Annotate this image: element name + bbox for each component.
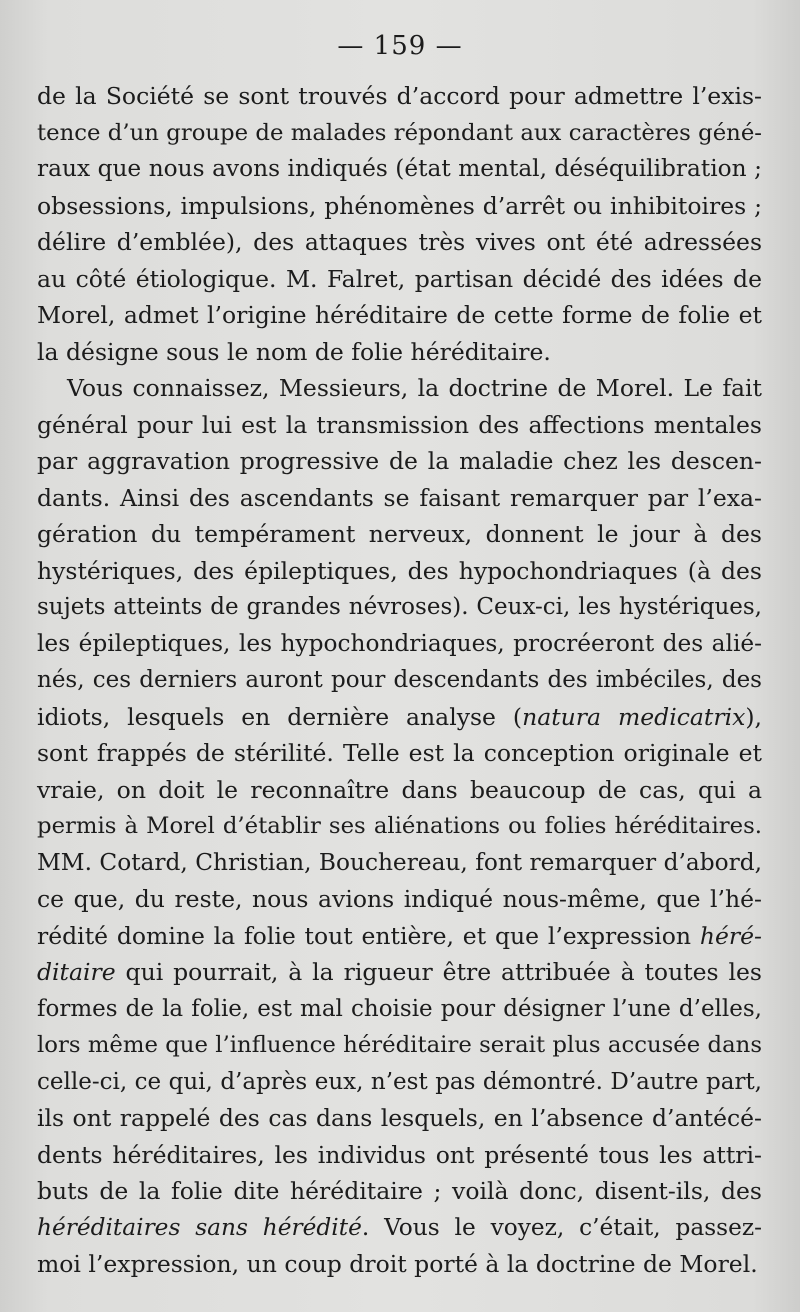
text-line: permis à Morel d’établir ses aliénations ou folies héréditaires. — [37, 813, 762, 839]
text-line: sujets atteints de grandes névroses). Ceux-ci, les hystériques, — [37, 594, 762, 620]
text-line: ce que, du reste, nous avions indiqué nous-même, que l’hé- — [37, 885, 762, 913]
text-line: formes de la folie, est mal choisie pour désigner l’une d’elles, — [37, 995, 762, 1022]
text-line: héréditaires sans hérédité. Vous le voyez, c’était, passez- — [37, 1213, 762, 1241]
text-line: dants. Ainsi des ascendants se faisant remarquer par l’exa- — [37, 483, 762, 512]
text-line: par aggravation progressive de la maladie chez les descen- — [37, 447, 762, 475]
text-line: rédité domine la folie tout entière, et que l’expression héré- — [37, 921, 762, 950]
text-line: Morel, admet l’origine héréditaire de cette forme de folie et — [37, 301, 762, 329]
text-line: moi l’expression, un coup droit porté à la doctrine de Morel. — [37, 1250, 758, 1278]
text-line: vraie, on doit le reconnaître dans beaucoup de cas, qui a — [37, 775, 762, 804]
text-line: la désigne sous le nom de folie héréditaire. — [37, 337, 551, 366]
italic-phrase: héré- — [699, 921, 762, 950]
text-line: MM. Cotard, Christian, Bouchereau, font remarquer d’abord, — [37, 848, 762, 876]
text-line: ditaire qui pourrait, à la rigueur être attribuée à toutes les — [37, 958, 762, 986]
text-line: les épileptiques, les hypochondriaques, procréeront des alié- — [37, 629, 762, 657]
body-text — [37, 78, 762, 1283]
text-line: délire d’emblée), des attaques très vives ont été adressées — [37, 228, 762, 256]
text-line: lors même que l’influence héréditaire serait plus accusée dans — [37, 1032, 762, 1058]
text-line: raux que nous avons indiqués (état mental, déséquilibration ; — [37, 155, 762, 182]
text-line: Vous connaissez, Messieurs, la doctrine de Morel. Le fait — [67, 374, 762, 402]
text-line: obsessions, impulsions, phénomènes d’arrêt ou inhibitoires ; — [37, 191, 762, 220]
text-line: au côté étiologique. M. Falret, partisan décidé des idées de — [37, 264, 762, 293]
text-line: dents héréditaires, les individus ont présenté tous les attri- — [37, 1140, 762, 1169]
text-line: nés, ces derniers auront pour descendants des imbéciles, des — [37, 667, 762, 693]
italic-phrase: natura medicatrix — [522, 702, 746, 731]
text-line: général pour lui est la transmission des affections mentales — [37, 410, 762, 439]
italic-phrase: ditaire — [37, 958, 116, 986]
text-line: sont frappés de stérilité. Telle est la conception originale et — [37, 739, 762, 767]
text-line: celle-ci, ce qui, d’après eux, n’est pas démontré. D’autre part, — [37, 1068, 762, 1095]
text-line: gération du tempérament nerveux, donnent le jour à des — [37, 520, 762, 548]
text-line: tence d’un groupe de malades répondant aux caractères géné- — [37, 119, 762, 146]
page-number: — 159 — — [337, 31, 463, 61]
text-line: idiots, lesquels en dernière analyse (natura medicatrix), — [37, 702, 762, 731]
italic-phrase: héréditaires sans hérédité — [37, 1213, 362, 1241]
text-line: hystériques, des épileptiques, des hypochondriaques (à des — [37, 556, 762, 585]
text-line: buts de la folie dite héréditaire ; voilà donc, disent-ils, des — [37, 1177, 762, 1205]
text-line: ils ont rappelé des cas dans lesquels, en l’absence d’antécé- — [37, 1104, 762, 1132]
text-line: de la Société se sont trouvés d’accord pour admettre l’exis- — [37, 82, 762, 110]
